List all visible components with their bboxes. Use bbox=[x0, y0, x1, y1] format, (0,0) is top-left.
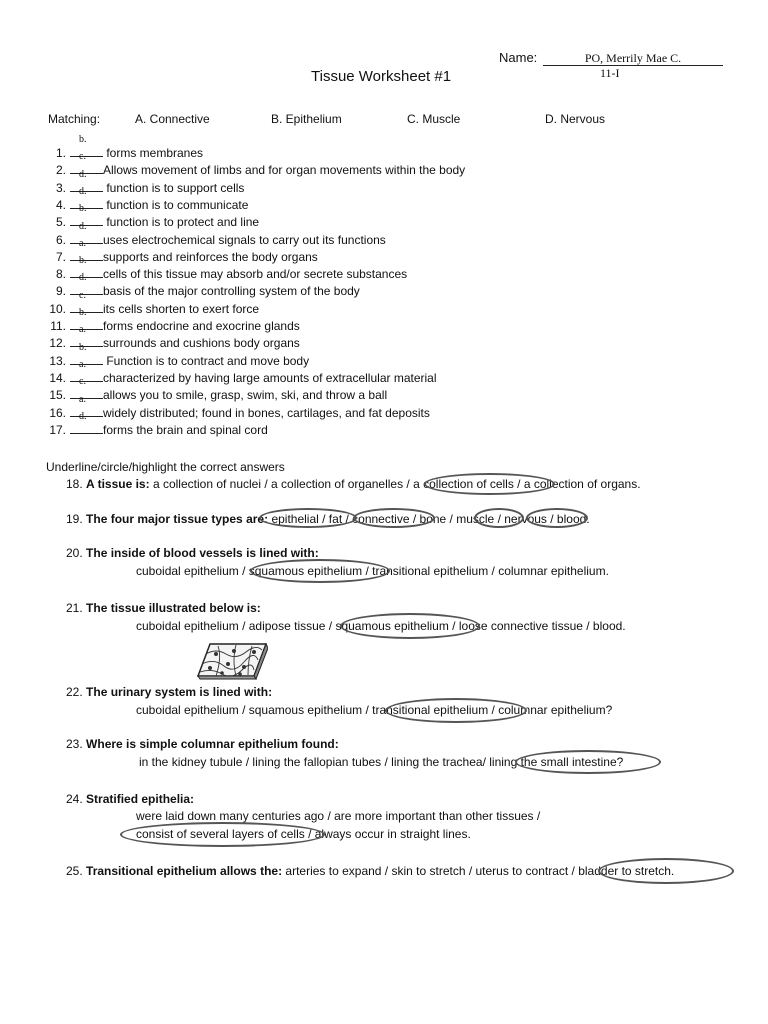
question-text: The four major tissue types are: bbox=[86, 512, 269, 526]
answer-letter: d. bbox=[79, 168, 87, 180]
item-number: 8. bbox=[55, 267, 66, 282]
item-text: surrounds and cushions body organs bbox=[103, 336, 300, 351]
item-text: Allows movement of limbs and for organ movements within the body bbox=[103, 163, 466, 178]
question-23 bbox=[66, 737, 339, 751]
answer-blank[interactable] bbox=[70, 393, 103, 417]
answer-letter: b. bbox=[79, 203, 87, 215]
question-text: A tissue is: bbox=[86, 477, 150, 491]
answer-letter: c. bbox=[79, 151, 86, 163]
question-24 bbox=[66, 792, 194, 806]
answer-choices-21: cuboidal epithelium / adipose tissue / squamous epithelium / loose connective tissue / blood. bbox=[136, 619, 626, 633]
answer-circle-18 bbox=[424, 473, 555, 495]
item-text: supports and reinforces the body organs bbox=[103, 249, 318, 264]
item-number: 5. bbox=[55, 215, 66, 230]
item-text: forms the brain and spinal cord bbox=[103, 422, 268, 437]
item-text: forms membranes bbox=[103, 146, 204, 160]
answer-letter: d. bbox=[79, 410, 87, 422]
question-25 bbox=[66, 864, 674, 878]
answer-blank[interactable] bbox=[70, 185, 103, 209]
answer-circle-25 bbox=[598, 858, 734, 884]
answer-blank[interactable] bbox=[70, 341, 103, 365]
answer-letter: a. bbox=[79, 358, 86, 370]
item-number: 17. bbox=[49, 422, 66, 437]
answer-blank[interactable] bbox=[70, 358, 103, 382]
answer-letter: d. bbox=[79, 185, 87, 197]
question-number: 25. bbox=[66, 864, 83, 878]
answer-letter: c. bbox=[79, 289, 86, 301]
answer-blank[interactable] bbox=[70, 324, 103, 347]
question-number: 19. bbox=[66, 512, 83, 526]
item-text: allows you to smile, grasp, swim, ski, and throw a ball bbox=[103, 388, 388, 403]
answer-choices: a collection of nuclei / a collection of organelles / a collection of cells / a collection of organs. bbox=[152, 477, 641, 491]
answer-circle-19-connective bbox=[353, 508, 435, 528]
answer-circle-22 bbox=[385, 698, 527, 723]
item-number: 1. bbox=[55, 146, 66, 160]
item-number: 15. bbox=[49, 388, 66, 403]
item-number: 13. bbox=[49, 353, 66, 368]
question-21 bbox=[66, 601, 261, 615]
answer-circle-20 bbox=[250, 559, 390, 583]
question-number: 21. bbox=[66, 601, 83, 615]
option-epithelium: B. Epithelium bbox=[271, 112, 342, 126]
answer-blank[interactable] bbox=[70, 151, 103, 174]
answer-blank[interactable] bbox=[70, 272, 103, 295]
question-20 bbox=[66, 546, 319, 560]
answer-circle-21 bbox=[340, 613, 480, 639]
item-number: 3. bbox=[55, 180, 66, 195]
matching-item bbox=[44, 134, 204, 163]
answer-letter: b. bbox=[79, 341, 87, 353]
option-connective: A. Connective bbox=[135, 112, 210, 126]
question-text: Stratified epithelia: bbox=[86, 792, 195, 806]
item-text: basis of the major controlling system of the body bbox=[103, 284, 360, 299]
answer-letter: b. bbox=[79, 134, 87, 145]
item-number: 16. bbox=[49, 405, 66, 420]
answer-letter: b. bbox=[79, 307, 87, 318]
item-text: its cells shorten to exert force bbox=[103, 301, 260, 316]
name-label: Name: bbox=[499, 50, 538, 65]
question-text: The inside of blood vessels is lined with: bbox=[86, 546, 319, 560]
matching-item bbox=[44, 289, 260, 316]
answer-blank[interactable] bbox=[70, 203, 103, 226]
item-number: 6. bbox=[55, 232, 66, 247]
answer-blank[interactable] bbox=[70, 255, 103, 278]
question-text: Where is simple columnar epithelium found: bbox=[86, 737, 339, 751]
item-number: 7. bbox=[55, 249, 66, 264]
answer-choices-22: cuboidal epithelium / squamous epithelium / transitional epithelium / columnar epithelium? bbox=[136, 703, 613, 717]
answer-letter: d. bbox=[79, 272, 87, 284]
item-number: 10. bbox=[49, 301, 66, 316]
answer-circle-19-nervous bbox=[526, 508, 588, 528]
matching-item bbox=[44, 168, 245, 195]
answer-letter: b. bbox=[79, 255, 87, 267]
item-text: function is to protect and line bbox=[103, 215, 260, 230]
answer-letter: a. bbox=[79, 237, 86, 249]
item-text: forms endocrine and exocrine glands bbox=[103, 319, 300, 333]
item-text: function is to communicate bbox=[103, 197, 249, 212]
answer-blank[interactable] bbox=[70, 168, 103, 192]
answer-choices-24b: consist of several layers of cells / always occur in straight lines. bbox=[136, 827, 471, 841]
question-number: 23. bbox=[66, 737, 83, 751]
answer-blank[interactable] bbox=[70, 134, 103, 157]
item-text: Function is to contract and move body bbox=[103, 353, 310, 368]
answer-letter: c. bbox=[79, 376, 86, 388]
page-title: Tissue Worksheet #1 bbox=[311, 68, 452, 85]
question-number: 20. bbox=[66, 546, 83, 560]
question-text: The tissue illustrated below is: bbox=[86, 601, 261, 615]
option-muscle: C. Muscle bbox=[407, 112, 461, 126]
answer-circle-23 bbox=[515, 750, 661, 774]
question-22 bbox=[66, 685, 272, 699]
item-number: 9. bbox=[55, 284, 66, 299]
section2-heading: Underline/circle/highlight the correct answers bbox=[46, 460, 285, 474]
answer-circle-19-muscle bbox=[474, 508, 524, 528]
answer-letter: d. bbox=[79, 220, 87, 232]
item-text: cells of this tissue may absorb and/or secrete substances bbox=[103, 267, 408, 282]
question-number: 22. bbox=[66, 685, 83, 699]
item-text: uses electrochemical signals to carry out its functions bbox=[103, 232, 386, 247]
question-number: 24. bbox=[66, 792, 83, 806]
item-number: 11. bbox=[50, 319, 66, 333]
matching-label: Matching: bbox=[48, 112, 101, 126]
answer-choices: epithelial / fat / connective / bone / muscle / nervous / blood. bbox=[271, 512, 590, 526]
answer-blank[interactable] bbox=[70, 376, 103, 399]
answer-letter: a. bbox=[79, 393, 86, 405]
answer-blank[interactable] bbox=[70, 289, 103, 313]
answer-blank[interactable] bbox=[70, 237, 103, 261]
answer-choices-24a: were laid down many centuries ago / are more important than other tissues / bbox=[136, 809, 541, 823]
option-nervous: D. Nervous bbox=[545, 112, 606, 126]
squamous-tissue-illustration bbox=[196, 640, 268, 680]
answer-blank[interactable] bbox=[70, 410, 103, 434]
item-number: 12. bbox=[49, 336, 66, 351]
answer-circle-19-epithelial bbox=[259, 508, 357, 528]
item-number: 2. bbox=[55, 163, 66, 178]
item-number: 14. bbox=[49, 370, 66, 385]
item-text: widely distributed; found in bones, cartilages, and fat deposits bbox=[103, 405, 430, 420]
question-number: 18. bbox=[66, 477, 83, 491]
item-text: characterized by having large amounts of extracellular material bbox=[103, 370, 437, 385]
name-value: PO, Merrily Mae C. bbox=[543, 51, 723, 66]
answer-choices-23: in the kidney tubule / lining the fallopian tubes / lining the trachea/ lining the small intestine? bbox=[139, 755, 624, 769]
answer-blank[interactable] bbox=[70, 307, 103, 330]
answer-blank[interactable] bbox=[70, 220, 103, 244]
question-text: Transitional epithelium allows the: bbox=[86, 864, 283, 878]
question-text: The urinary system is lined with: bbox=[86, 685, 273, 699]
answer-choices-20: cuboidal epithelium / squamous epithelium / transitional epithelium / columnar epithelium. bbox=[136, 564, 609, 578]
answer-circle-24 bbox=[120, 822, 325, 847]
section-value: 11-I bbox=[600, 66, 620, 80]
answer-letter: a. bbox=[79, 324, 86, 336]
item-text: function is to support cells bbox=[103, 180, 245, 195]
item-number: 4. bbox=[55, 197, 66, 212]
answer-choices: arteries to expand / skin to stretch / uterus to contract / bladder to stretch. bbox=[285, 864, 675, 878]
